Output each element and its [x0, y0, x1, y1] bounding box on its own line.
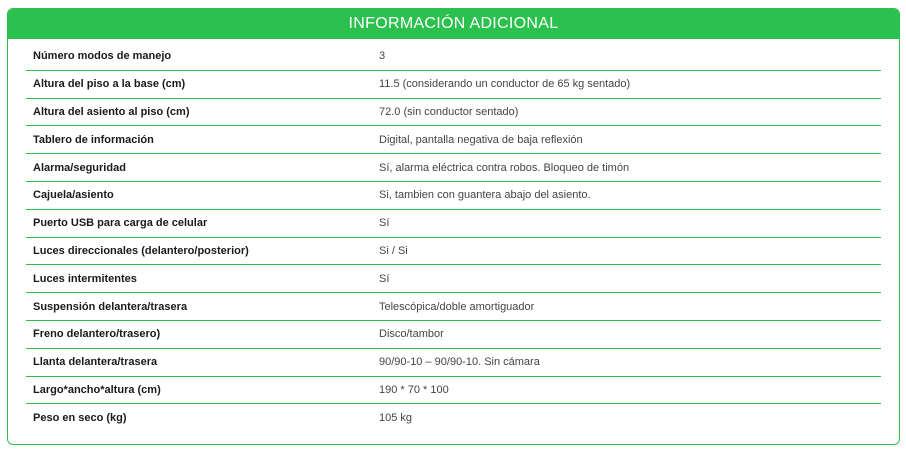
row-label: Altura del piso a la base (cm) [33, 78, 186, 91]
row-value: 90/90-10 – 90/90-10. Sin cámara [379, 356, 540, 369]
row-value: 72.0 (sin conductor sentado) [379, 105, 519, 118]
row-label: Cajuela/asiento [33, 189, 114, 202]
table-row [26, 126, 881, 154]
row-label: Altura del asiento al piso (cm) [33, 105, 190, 118]
row-label: Tablero de información [33, 133, 154, 146]
row-label: Luces direccionales (delantero/posterior) [33, 244, 249, 257]
row-value: 11.5 (considerando un conductor de 65 kg sentado) [379, 78, 631, 91]
row-label: Puerto USB para carga de celular [33, 217, 208, 230]
row-value: Digital, pantalla negativa de baja reflexión [379, 133, 583, 146]
table-row [26, 210, 881, 238]
row-value: Telescópica/doble amortiguador [379, 300, 535, 313]
row-label: Alarma/seguridad [33, 161, 126, 174]
card-title: INFORMACIÓN ADICIONAL [348, 15, 559, 32]
row-value: Disco/tambor [379, 328, 444, 341]
row-value: 3 [379, 50, 386, 63]
table-row [26, 404, 881, 432]
row-label: Llanta delantera/trasera [33, 356, 158, 369]
row-value: Sí, alarma eléctrica contra robos. Bloqueo de timón [379, 161, 630, 174]
table-row [26, 265, 881, 293]
table-row [26, 99, 881, 127]
table-row [26, 71, 881, 99]
table-row [26, 43, 881, 71]
row-label: Número modos de manejo [33, 50, 172, 63]
table-row [26, 154, 881, 182]
row-label: Luces intermitentes [33, 272, 137, 285]
row-value: Si / Si [379, 244, 408, 257]
row-label: Freno delantero/trasero) [33, 328, 161, 341]
row-value: Sí [379, 217, 390, 230]
table-row [26, 321, 881, 349]
card-header [8, 9, 899, 39]
specs-table [26, 43, 881, 432]
additional-info-card [7, 8, 900, 445]
table-row [26, 182, 881, 210]
row-label: Suspensión delantera/trasera [33, 300, 188, 313]
table-row [26, 377, 881, 405]
table-row [26, 293, 881, 321]
row-value: 190 * 70 * 100 [379, 383, 449, 396]
row-label: Largo*ancho*altura (cm) [33, 383, 161, 396]
row-value: Sí [379, 272, 390, 285]
table-row [26, 238, 881, 266]
row-value: 105 kg [379, 412, 413, 425]
row-label: Peso en seco (kg) [33, 412, 127, 425]
row-value: Si, tambien con guantera abajo del asiento. [379, 189, 591, 202]
table-row [26, 349, 881, 377]
